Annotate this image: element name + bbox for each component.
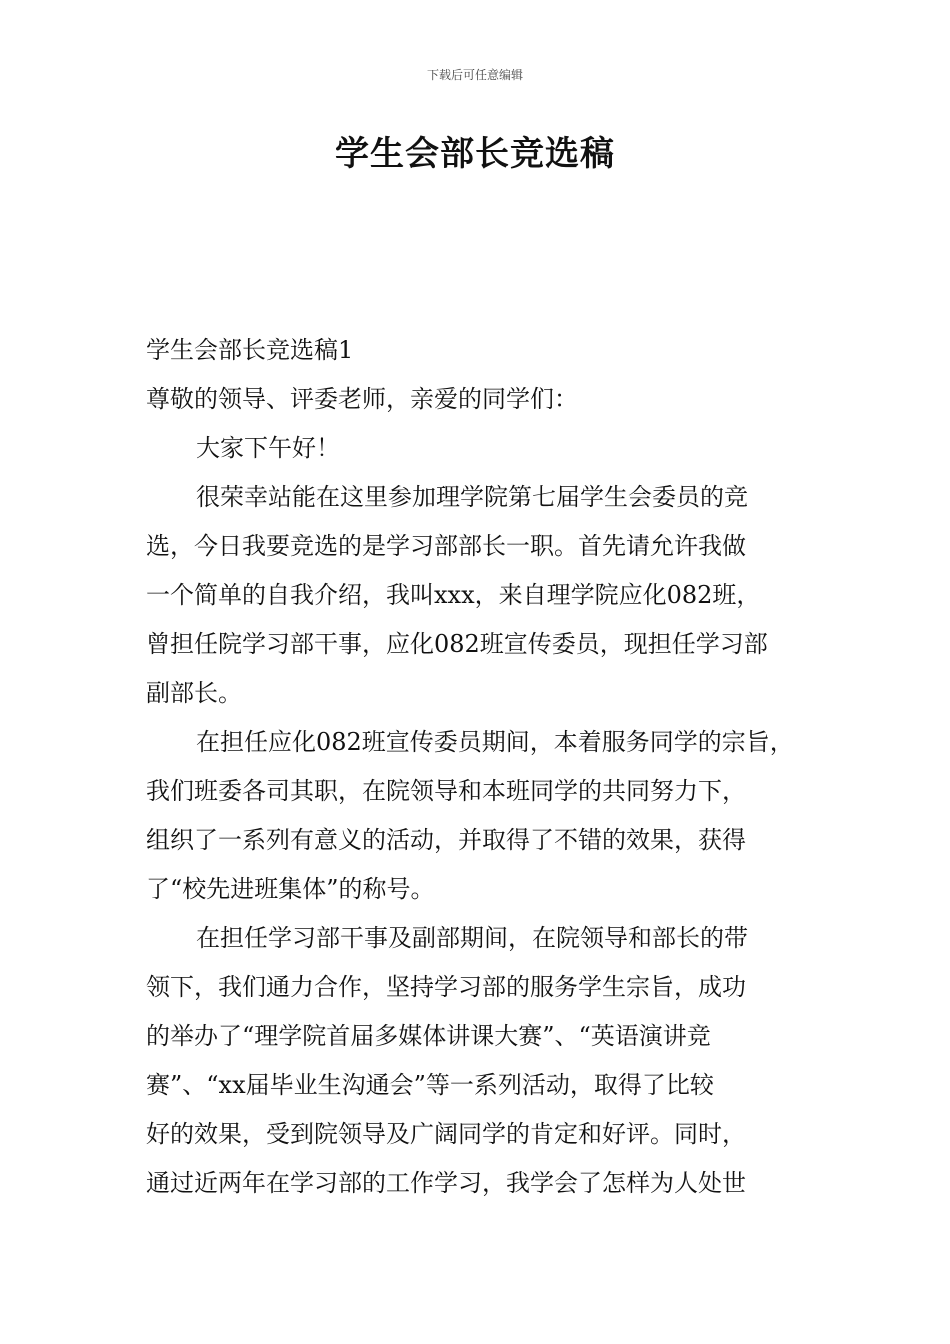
body-line: 曾担任院学习部干事，应化082班宣传委员，现担任学习部: [146, 630, 768, 658]
body-line: 副部长。: [146, 679, 242, 707]
body-line: 通过近两年在学习部的工作学习，我学会了怎样为人处世: [146, 1169, 746, 1197]
body-line: 在担任学习部干事及副部期间，在院领导和部长的带: [196, 924, 748, 952]
body-line: 领下，我们通力合作，坚持学习部的服务学生宗旨，成功: [146, 973, 746, 1001]
body-line: 赛”、“xx届毕业生沟通会”等一系列活动，取得了比较: [146, 1071, 714, 1099]
body-line: 学生会部长竞选稿1: [146, 336, 354, 364]
body-line: 了“校先进班集体”的称号。: [146, 875, 435, 903]
document-title: 学生会部长竞选稿: [335, 134, 615, 174]
body-line: 尊敬的领导、评委老师，亲爱的同学们：: [146, 385, 578, 413]
body-line: 大家下午好！: [196, 434, 340, 462]
body-line: 很荣幸站能在这里参加理学院第七届学生会委员的竞: [196, 483, 748, 511]
body-line: 一个简单的自我介绍，我叫xxx，来自理学院应化082班，: [146, 581, 761, 609]
body-line: 好的效果，受到院领导及广阔同学的肯定和好评。同时，: [146, 1120, 746, 1148]
body-line: 在担任应化082班宣传委员期间，本着服务同学的宗旨，: [196, 728, 794, 756]
document-body: [146, 326, 836, 1208]
body-line: 的举办了“理学院首届多媒体讲课大赛”、“英语演讲竞: [146, 1022, 711, 1050]
header-note: 下载后可任意编辑: [426, 68, 523, 82]
body-line: 选，今日我要竞选的是学习部部长一职。首先请允许我做: [146, 532, 746, 560]
body-line: 组织了一系列有意义的活动，并取得了不错的效果，获得: [146, 826, 746, 854]
body-line: 我们班委各司其职，在院领导和本班同学的共同努力下，: [146, 777, 746, 805]
